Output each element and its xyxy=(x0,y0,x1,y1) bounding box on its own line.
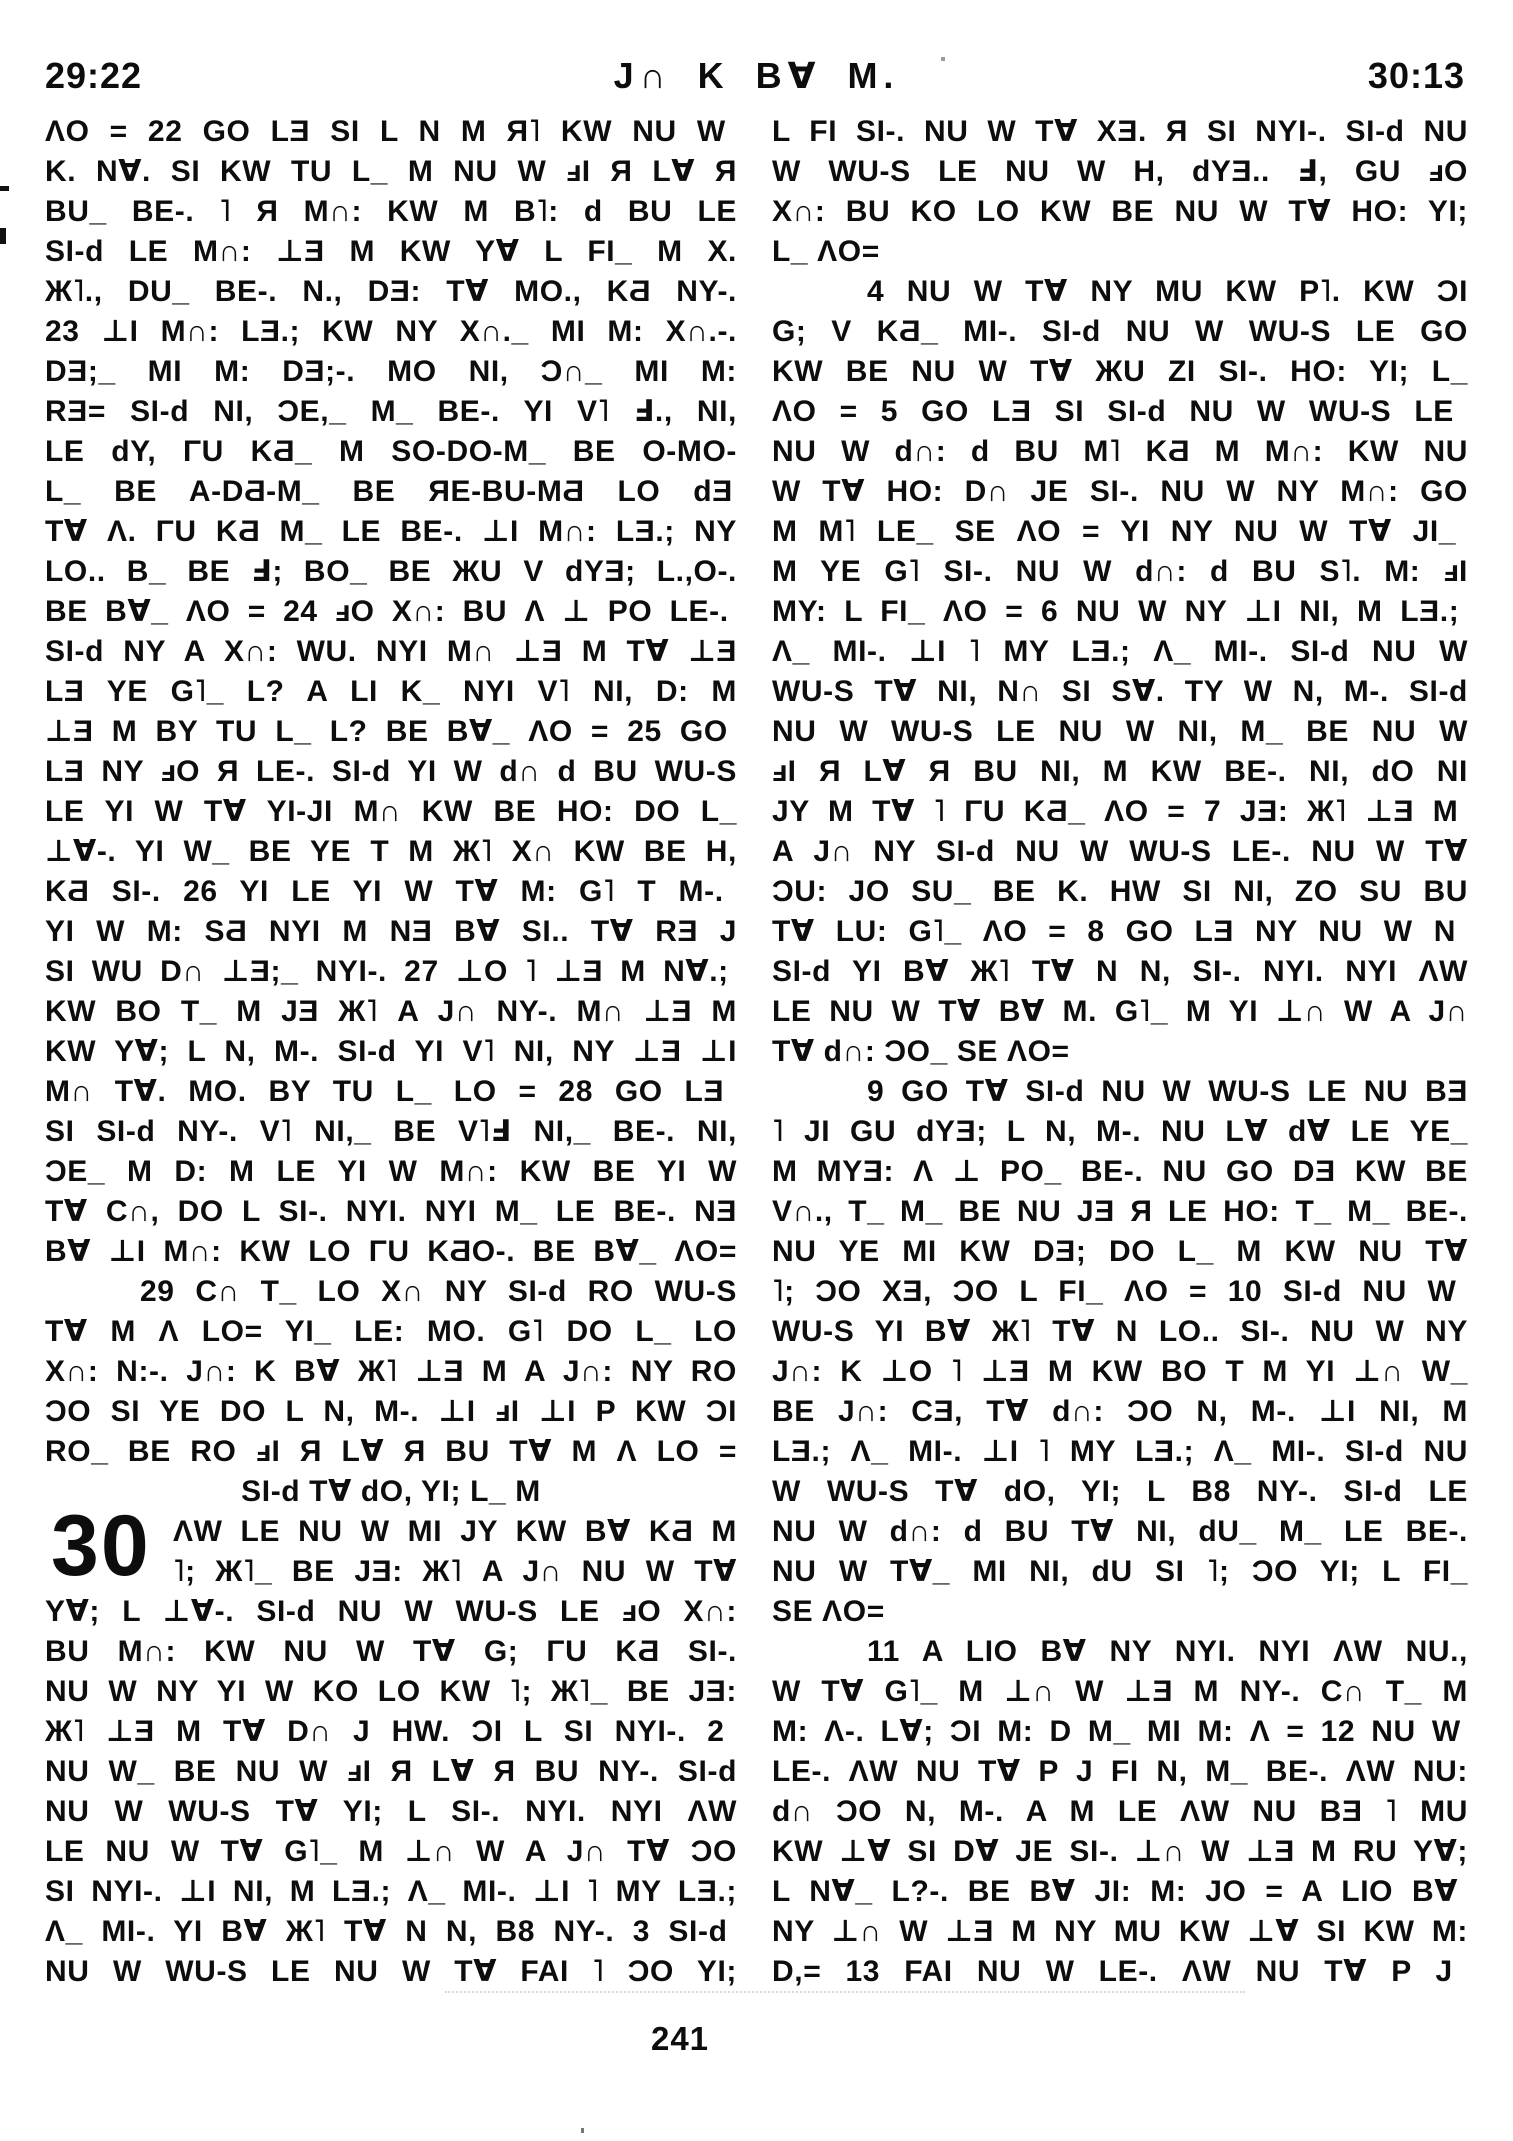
text-line-content: M YE G˥ SI-. NU W d∩: d BU S˥. M: ⅎI xyxy=(772,555,1468,588)
text-line-content: KW Y∀; L N, M-. SI-d YI V˥ NI, NY ⊥Ǝ ⊥I xyxy=(45,1035,737,1068)
text-line-content: NU W T∀_ MI NI, dU SI ˥; ƆO YI; L FI_ xyxy=(772,1555,1468,1588)
text-line xyxy=(772,272,1468,312)
text-line-content: SI NYI-. ⊥I NI, M LƎ.; Λ_ MI-. ⊥I ˥ MY LƎ.; xyxy=(45,1875,737,1908)
text-line-content: SI-d YI B∀ Ж˥ T∀ N N, SI-. NYI. NYI ΛW xyxy=(772,955,1468,988)
text-line-content: KƋ SI-. 26 YI LE YI W T∀ M: G˥ T M-. xyxy=(45,875,724,908)
text-line-content: ˥; Ж˥_ BE JƎ: Ж˥ A J∩ NU W T∀ xyxy=(173,1555,737,1588)
text-line-content: ƆE_ M D: M LE YI W M∩: KW BE YI W xyxy=(45,1155,737,1188)
text-line xyxy=(772,792,1468,832)
text-line xyxy=(45,1112,737,1152)
text-line-content: K. N∀. SI KW TU L_ M NU W ⅎI Я L∀ Я xyxy=(45,155,737,188)
text-line xyxy=(772,352,1468,392)
text-line-content: W WU-S T∀ dO, YI; L B8 NY-. SI-d LE xyxy=(772,1475,1468,1508)
text-line xyxy=(772,1312,1468,1352)
text-line-content: ƆO SI YE DO L N, M-. ⊥I ⅎI ⊥I P KW ƆI xyxy=(45,1395,737,1428)
text-line xyxy=(45,1352,737,1392)
text-line-content: D,= 13 FAI NU W LE-. ΛW NU T∀ P J xyxy=(772,1955,1453,1988)
text-line xyxy=(45,432,737,472)
text-line-content: W T∀ G˥_ M ⊥∩ W ⊥Ǝ M NY-. C∩ T_ M xyxy=(772,1675,1468,1708)
text-line-content: ˥ JI GU dYƎ; L N, M-. NU L∀ d∀ LE YE_ xyxy=(772,1115,1468,1148)
text-line-content: BU_ BE-. ˥ Я M∩: KW M B˥: d BU LE xyxy=(45,195,737,228)
text-line-content: W WU-S LE NU W H, dYƎ.. Ⅎ, GU ⅎO xyxy=(772,155,1468,188)
scan-artifact-speck xyxy=(941,57,945,61)
text-line-content: JY M T∀ ˥ ΓU KƋ_ ΛO = 7 JƎ: Ж˥ ⊥Ǝ M xyxy=(772,795,1459,828)
text-line xyxy=(772,1232,1468,1272)
text-column-left xyxy=(45,112,737,1992)
text-line-content: LƎ YE G˥_ L? A LI K_ NYI V˥ NI, D: M xyxy=(45,675,737,708)
text-line-content: LE dY, ΓU KƋ_ M SO-DO-M_ BE O-MO- xyxy=(45,435,737,468)
text-line xyxy=(45,1392,737,1432)
text-line xyxy=(772,872,1468,912)
text-line xyxy=(772,1432,1468,1472)
text-line xyxy=(772,592,1468,632)
text-line-content: ⊥∀-. YI W_ BE YE T M Ж˥ X∩ KW BE H, xyxy=(45,835,737,868)
text-line-content: NU W_ BE NU W ⅎI Я L∀ Я BU NY-. SI-d xyxy=(45,1755,737,1788)
text-line xyxy=(45,552,737,592)
text-line xyxy=(45,1872,737,1912)
text-line-content: X∩: BU KO LO KW BE NU W T∀ HO: YI; xyxy=(772,195,1468,228)
text-line xyxy=(772,1672,1468,1712)
text-line xyxy=(772,1352,1468,1392)
text-line xyxy=(45,832,737,872)
text-line-content: d∩ ƆO N, M-. A M LE ΛW NU BƎ ˥ MU xyxy=(772,1795,1468,1828)
text-column-right xyxy=(772,112,1468,1992)
text-line-content: NY ⊥∩ W ⊥Ǝ M NY MU KW ⊥∀ SI KW M: xyxy=(772,1915,1468,1948)
text-line xyxy=(45,232,737,272)
text-line-content: NU YE MI KW DƎ; DO L_ M KW NU T∀ xyxy=(772,1235,1468,1268)
text-line-content: ƆU: JO SU_ BE K. HW SI NI, ZO SU BU xyxy=(772,875,1468,908)
text-line xyxy=(45,1072,737,1112)
text-line-content: WU-S YI B∀ Ж˥ T∀ N LO.. SI-. NU W NY xyxy=(772,1315,1468,1348)
text-line xyxy=(772,912,1468,952)
text-line xyxy=(45,792,737,832)
text-line xyxy=(45,1712,737,1752)
text-line xyxy=(772,152,1468,192)
text-line xyxy=(772,472,1468,512)
text-line xyxy=(772,1272,1468,1312)
text-line-content: T∀ C∩, DO L SI-. NYI. NYI M_ LE BE-. NƎ xyxy=(45,1195,737,1228)
text-line-content: LƎ.; Λ_ MI-. ⊥I ˥ MY LƎ.; Λ_ MI-. SI-d NU xyxy=(772,1435,1468,1468)
text-line-content: BU M∩: KW NU W T∀ G; ΓU KƋ SI-. xyxy=(45,1635,737,1668)
text-line xyxy=(772,1032,1468,1072)
text-line-content: L_ ΛO= xyxy=(772,235,880,268)
text-line xyxy=(45,192,737,232)
text-line xyxy=(45,632,737,672)
text-line xyxy=(45,152,737,192)
text-line-content: NU W d∩: d BU M˥ KƋ M M∩: KW NU xyxy=(772,435,1468,468)
text-line xyxy=(45,712,737,752)
text-line-content: A J∩ NY SI-d NU W WU-S LE-. NU W T∀ xyxy=(772,835,1468,868)
text-line xyxy=(772,392,1468,432)
text-line xyxy=(772,1192,1468,1232)
text-line xyxy=(772,752,1468,792)
text-line-content: L FI SI-. NU W T∀ XƎ. Я SI NYI-. SI-d NU xyxy=(772,115,1468,148)
text-line xyxy=(772,552,1468,592)
text-line xyxy=(772,1472,1468,1512)
scan-artifact-margin-tick xyxy=(0,228,6,244)
text-line-content: LE-. ΛW NU T∀ P J FI N, M_ BE-. ΛW NU: xyxy=(772,1755,1468,1788)
text-line-content: T∀ LU: G˥_ ΛO = 8 GO LƎ NY NU W N xyxy=(772,915,1456,948)
text-line xyxy=(45,592,737,632)
scan-artifact-margin-tick xyxy=(0,186,9,191)
text-line-content: NU W WU-S LE NU W NI, M_ BE NU W xyxy=(772,715,1468,748)
text-line-content: M: Λ-. L∀; ƆI M: D M_ MI M: Λ = 12 NU W xyxy=(772,1715,1461,1748)
text-line xyxy=(772,1792,1468,1832)
text-line xyxy=(45,1912,737,1952)
text-line xyxy=(772,312,1468,352)
text-line-content: ΛO = 5 GO LƎ SI SI-d NU W WU-S LE xyxy=(772,395,1454,428)
text-line-content: KW ⊥∀ SI D∀ JE SI-. ⊥∩ W ⊥Ǝ M RU Y∀; xyxy=(772,1835,1468,1868)
text-line xyxy=(45,752,737,792)
text-line xyxy=(772,1512,1468,1552)
text-line-content: 11 A LIO B∀ NY NYI. NYI ΛW NU., xyxy=(867,1635,1468,1668)
text-line xyxy=(45,1152,737,1192)
text-line xyxy=(772,1952,1468,1992)
text-line xyxy=(772,1392,1468,1432)
text-line-content: Y∀; L ⊥∀-. SI-d NU W WU-S LE ⅎO X∩: xyxy=(45,1595,737,1628)
text-line xyxy=(45,1312,737,1352)
text-line-content: LƎ NY ⅎO Я LE-. SI-d YI W d∩ d BU WU-S xyxy=(45,755,737,788)
text-line xyxy=(772,632,1468,672)
text-line-content: T∀ d∩: ƆO_ SE ΛO= xyxy=(772,1035,1070,1068)
text-line-content: BE B∀_ ΛO = 24 ⅎO X∩: BU Λ ⊥ PO LE-. xyxy=(45,595,729,628)
text-line xyxy=(45,992,737,1032)
text-line xyxy=(45,1832,737,1872)
text-line xyxy=(772,432,1468,472)
text-line-content: RO_ BE RO ⅎI Я L∀ Я BU T∀ M Λ LO = xyxy=(45,1435,737,1468)
text-line-content: LE NU W T∀ G˥_ M ⊥∩ W A J∩ T∀ ƆO xyxy=(45,1835,737,1868)
scan-artifact-speck xyxy=(581,2128,584,2133)
text-line xyxy=(45,1792,737,1832)
text-line-content: BE J∩: CƎ, T∀ d∩: ƆO N, M-. ⊥I NI, M xyxy=(772,1395,1468,1428)
text-line-content: LO.. B_ BE Ⅎ; BO_ BE ЖU V dYƎ; L.,O-. xyxy=(45,555,737,588)
text-line-content: SI-d T∀ dO, YI; L_ M xyxy=(241,1475,541,1508)
text-line-content: ˥; ƆO XƎ, ƆO L FI_ ΛO = 10 SI-d NU W xyxy=(772,1275,1457,1308)
text-line xyxy=(772,1712,1468,1752)
text-line xyxy=(772,192,1468,232)
text-line-content: RƎ= SI-d NI, ƆE,_ M_ BE-. YI V˥ Ⅎ., NI, xyxy=(45,395,737,428)
text-line xyxy=(772,952,1468,992)
text-line-content: NU W d∩: d BU T∀ NI, dU_ M_ LE BE-. xyxy=(772,1515,1468,1548)
text-line xyxy=(772,1872,1468,1912)
text-line-content: ΛO = 22 GO LƎ SI L N M Я˥ KW NU W xyxy=(45,115,726,148)
text-line xyxy=(772,832,1468,872)
text-line-content: SE ΛO= xyxy=(772,1595,885,1628)
text-line xyxy=(772,1152,1468,1192)
text-line-content: L N∀_ L?-. BE B∀ JI: M: JO = A LIO B∀ xyxy=(772,1875,1459,1908)
text-line-content: NU W WU-S T∀ YI; L SI-. NYI. NYI ΛW xyxy=(45,1795,737,1828)
text-line-content: SI WU D∩ ⊥Ǝ;_ NYI-. 27 ⊥O ˥ ⊥Ǝ M N∀.; xyxy=(45,955,729,988)
text-line-content: WU-S T∀ NI, N∩ SI S∀. TY W N, M-. SI-d xyxy=(772,675,1468,708)
text-line xyxy=(45,1592,737,1632)
text-line xyxy=(45,872,737,912)
text-line-content: T∀ M Λ LO= YI_ LE: MO. G˥ DO L_ LO xyxy=(45,1315,737,1348)
running-head-left-reference: 29:22 xyxy=(45,55,143,96)
text-line-content: NU W WU-S LE NU W T∀ FAI ˥ ƆO YI; xyxy=(45,1955,737,1988)
text-line-content: Λ_ MI-. YI B∀ Ж˥ T∀ N N, B8 NY-. 3 SI-d xyxy=(45,1915,728,1948)
text-line xyxy=(772,1112,1468,1152)
text-line xyxy=(45,672,737,712)
text-line xyxy=(772,112,1468,152)
chapter-number-drop-cap: 30 xyxy=(51,1498,151,1594)
text-line xyxy=(45,1752,737,1792)
text-line-content: 29 C∩ T_ LO X∩ NY SI-d RO WU-S xyxy=(140,1275,737,1308)
text-line-content: W T∀ HO: D∩ JE SI-. NU W NY M∩: GO xyxy=(772,475,1468,508)
text-line xyxy=(45,1192,737,1232)
text-line-content: Ж˥ ⊥Ǝ M T∀ D∩ J HW. ƆI L SI NYI-. 2 xyxy=(45,1715,725,1748)
text-line xyxy=(45,1672,737,1712)
text-line-content: SI-d NY A X∩: WU. NYI M∩ ⊥Ǝ M T∀ ⊥Ǝ xyxy=(45,635,737,668)
text-line-content: YI W M: SƋ NYI M NƎ B∀ SI.. T∀ RƎ J xyxy=(45,915,737,948)
text-line-content: KW BO T_ M JƎ Ж˥ A J∩ NY-. M∩ ⊥Ǝ M xyxy=(45,995,737,1028)
text-line-content: LE NU W T∀ B∀ M. G˥_ M YI ⊥∩ W A J∩ xyxy=(772,995,1468,1028)
text-line-content: M MYƎ: Λ ⊥ PO_ BE-. NU GO DƎ KW BE xyxy=(772,1155,1468,1188)
text-line-content: G; V KƋ_ MI-. SI-d NU W WU-S LE GO xyxy=(772,315,1468,348)
running-head-title: J∩ K B∀ M. xyxy=(613,55,900,96)
text-line xyxy=(45,1632,737,1672)
text-line xyxy=(772,1752,1468,1792)
text-line xyxy=(45,912,737,952)
text-line xyxy=(45,1032,737,1072)
text-line xyxy=(45,952,737,992)
text-line xyxy=(45,352,737,392)
running-head-right-reference: 30:13 xyxy=(1367,55,1465,96)
text-line-content: Ж˥., DU_ BE-. N., DƎ: T∀ MO., KƋ NY-. xyxy=(45,275,737,308)
text-line xyxy=(772,1552,1468,1592)
text-line-content: ΛW LE NU W MI JY KW B∀ KƋ M xyxy=(173,1515,737,1548)
text-line-content: DƎ;_ MI M: DƎ;-. MO NI, Ɔ∩_ MI M: xyxy=(45,355,737,388)
text-line-content: Λ_ MI-. ⊥I ˥ MY LƎ.; Λ_ MI-. SI-d NU W xyxy=(772,635,1468,668)
text-line-content: SI-d LE M∩: ⊥Ǝ M KW Y∀ L FI_ M X. xyxy=(45,235,737,268)
text-line-content: 4 NU W T∀ NY MU KW P˥. KW ƆI xyxy=(867,275,1468,308)
text-line-content: M M˥ LE_ SE ΛO = YI NY NU W T∀ JI_ xyxy=(772,515,1457,548)
text-line xyxy=(772,232,1468,272)
scan-artifact-dotted-line xyxy=(445,1991,1245,1993)
text-line-content: X∩: N:-. J∩: K B∀ Ж˥ ⊥Ǝ M A J∩: NY RO xyxy=(45,1355,737,1388)
text-line-content: NU W NY YI W KO LO KW ˥; Ж˥_ BE JƎ: xyxy=(45,1675,737,1708)
text-line-content: B∀ ⊥I M∩: KW LO ΓU KƋO-. BE B∀_ ΛO= xyxy=(45,1235,737,1268)
text-line-content: L_ BE A-DƋ-M_ BE ЯE-BU-MƋ LO dƎ xyxy=(45,475,733,508)
text-line-content: M∩ T∀. MO. BY TU L_ LO = 28 GO LƎ xyxy=(45,1075,725,1108)
text-line-content: ⅎI Я L∀ Я BU NI, M KW BE-. NI, dO NI xyxy=(772,755,1468,788)
text-line xyxy=(772,712,1468,752)
text-line-content: MY: L FI_ ΛO = 6 NU W NY ⊥I NI, M LƎ.; xyxy=(772,595,1460,628)
text-line xyxy=(45,392,737,432)
text-line xyxy=(772,1912,1468,1952)
text-line-content: T∀ Λ. ΓU KƋ M_ LE BE-. ⊥I M∩: LƎ.; NY xyxy=(45,515,737,548)
text-line xyxy=(772,512,1468,552)
text-line-content: J∩: K ⊥O ˥ ⊥Ǝ M KW BO T M YI ⊥∩ W_ xyxy=(772,1355,1468,1388)
text-line-content: 23 ⊥I M∩: LƎ.; KW NY X∩._ MI M: X∩.-. xyxy=(45,315,737,348)
text-line-content: SI SI-d NY-. V˥ NI,_ BE V˥Ⅎ NI,_ BE-. NI, xyxy=(45,1115,737,1148)
text-line xyxy=(45,1432,737,1472)
text-line-content: KW BE NU W T∀ ЖU ZI SI-. HO: YI; L_ xyxy=(772,355,1468,388)
text-line-content: 9 GO T∀ SI-d NU W WU-S LE NU BƎ xyxy=(867,1075,1468,1108)
text-line xyxy=(45,1232,737,1272)
text-line xyxy=(772,672,1468,712)
text-line xyxy=(45,1272,737,1312)
text-line xyxy=(772,992,1468,1032)
text-line-content: ⊥Ǝ M BY TU L_ L? BE B∀_ ΛO = 25 GO xyxy=(45,715,728,748)
text-line xyxy=(45,1952,737,1992)
text-line-content: LE YI W T∀ YI-JI M∩ KW BE HO: DO L_ xyxy=(45,795,737,828)
text-line-content: V∩., T_ M_ BE NU JƎ Я LE HO: T_ M_ BE-. xyxy=(772,1195,1468,1228)
text-line xyxy=(772,1592,1468,1632)
text-line xyxy=(45,112,737,152)
text-line xyxy=(45,472,737,512)
page-number: 241 xyxy=(650,2020,710,2057)
text-line xyxy=(45,272,737,312)
text-line xyxy=(45,312,737,352)
text-line xyxy=(772,1832,1468,1872)
text-line xyxy=(772,1072,1468,1112)
text-line xyxy=(772,1632,1468,1672)
text-line xyxy=(45,512,737,552)
